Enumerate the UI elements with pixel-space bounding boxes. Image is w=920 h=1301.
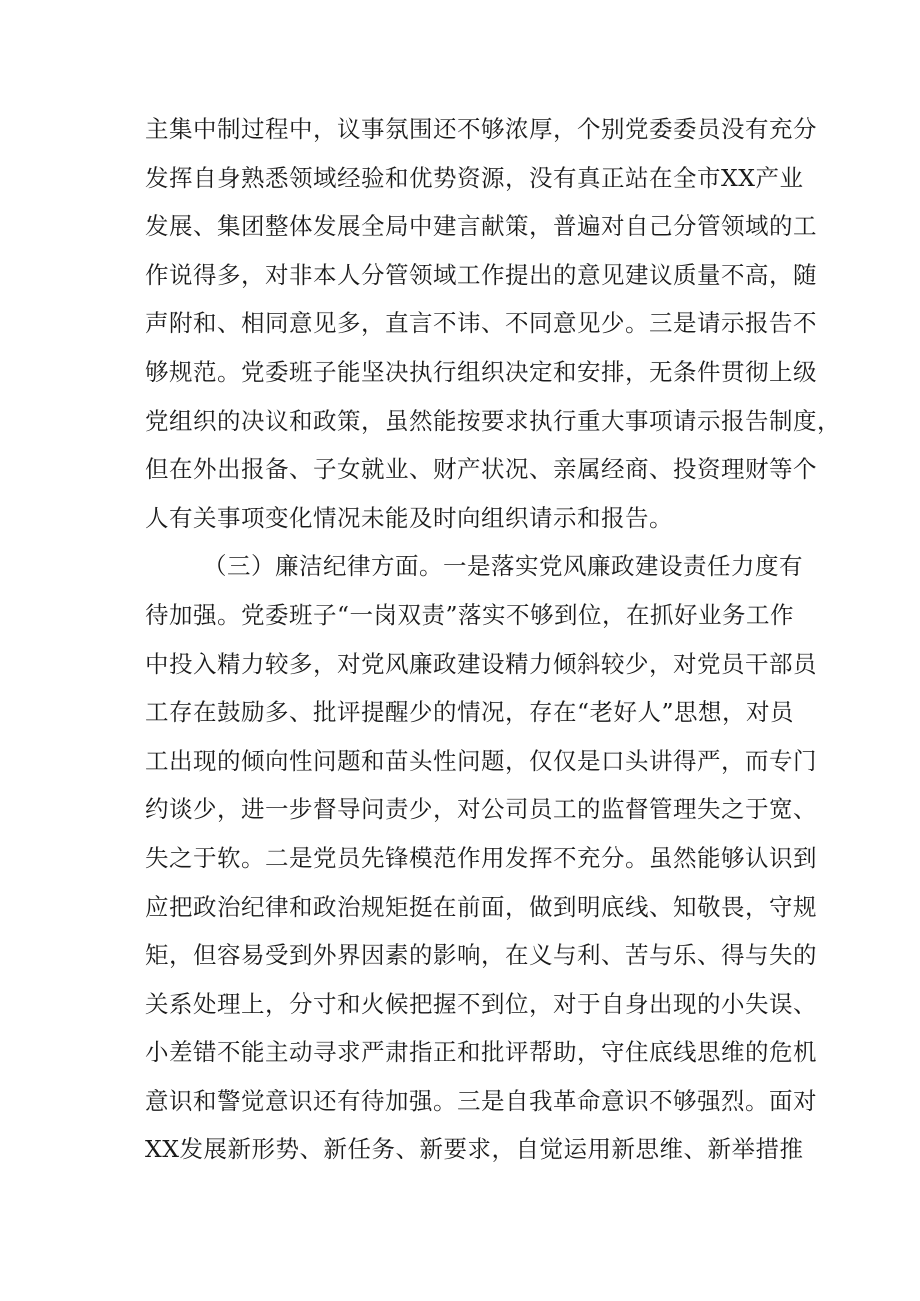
text-line: 待加强。党委班子“一岗双责”落实不够到位，在抓好业务工作 <box>145 600 795 629</box>
text-line: 失之于软。二是党员先锋模范作用发挥不充分。虽然能够认识到 <box>145 843 817 872</box>
text-line: 发挥自身熟悉领域经验和优势资源，没有真正站在全市XX产业 <box>145 163 804 192</box>
section-heading-line: （三）廉洁纪律方面。一是落实党风廉政建设责任力度有 <box>203 552 803 581</box>
text-line: 声附和、相同意见多，直言不讳、不同意见少。三是请示报告不 <box>145 309 817 338</box>
paragraph-2 <box>145 542 817 1174</box>
text-line: 意识和警觉意识还有待加强。三是自我革命意识不够强烈。面对 <box>145 1086 817 1115</box>
document-body <box>145 105 841 1174</box>
text-line: 关系处理上，分寸和火候把握不到位，对于自身出现的小失误、 <box>145 989 817 1018</box>
paragraph-1 <box>145 105 841 542</box>
text-line: 作说得多，对非本人分管领域工作提出的意见建议质量不高，随 <box>145 260 817 289</box>
text-line: 主集中制过程中，议事氛围还不够浓厚，个别党委委员没有充分 <box>145 115 817 143</box>
text-line: XX发展新形势、新任务、新要求，自觉运用新思维、新举措推 <box>145 1135 804 1164</box>
text-line: 人有关事项变化情况未能及时向组织请示和报告。 <box>145 503 673 532</box>
text-line: 工出现的倾向性问题和苗头性问题，仅仅是口头讲得严，而专门 <box>145 746 817 775</box>
text-line: 够规范。党委班子能坚决执行组织决定和安排，无条件贯彻上级 <box>145 357 817 386</box>
text-line: 党组织的决议和政策，虽然能按要求执行重大事项请示报告制度， <box>145 406 841 435</box>
text-line: 工存在鼓励多、批评提醒少的情况，存在“老好人”思想，对员 <box>145 698 795 727</box>
text-line: 应把政治纪律和政治规矩挺在前面，做到明底线、知敬畏，守规 <box>145 892 817 921</box>
text-line: 约谈少，进一步督导问责少，对公司员工的监督管理失之于宽、 <box>145 795 817 824</box>
text-line: 发展、集团整体发展全局中建言献策，普遍对自己分管领域的工 <box>145 212 817 241</box>
text-line: 但在外出报备、子女就业、财产状况、亲属经商、投资理财等个 <box>145 455 817 484</box>
text-line: 小差错不能主动寻求严肃指正和批评帮助，守住底线思维的危机 <box>145 1038 817 1067</box>
text-line: 矩，但容易受到外界因素的影响，在义与利、苦与乐、得与失的 <box>145 941 817 970</box>
text-line: 中投入精力较多，对党风廉政建设精力倾斜较少，对党员干部员 <box>145 649 817 678</box>
